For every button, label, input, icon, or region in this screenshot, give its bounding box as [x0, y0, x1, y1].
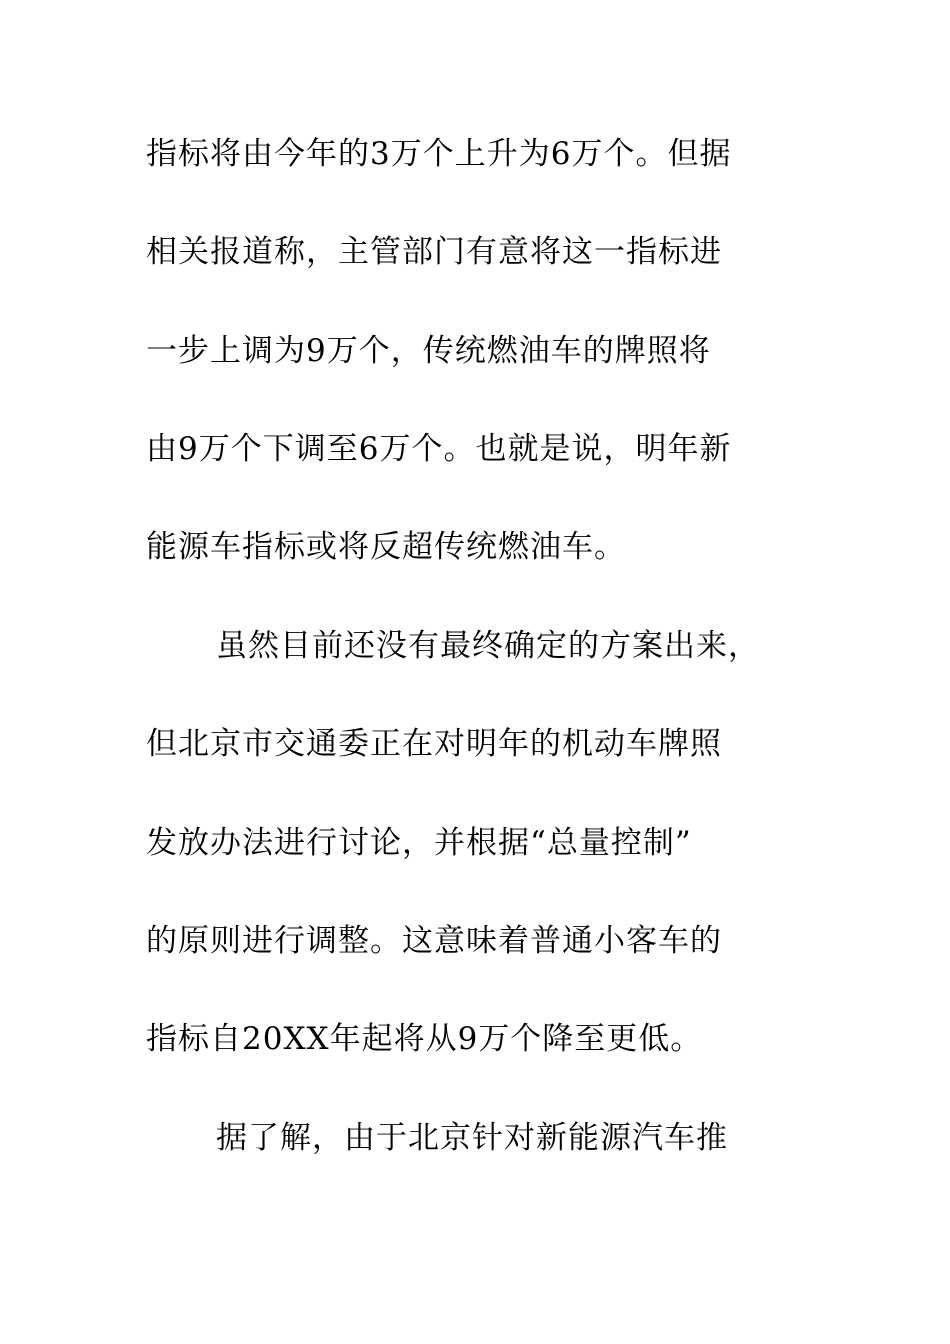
text-line-4: 由9万个下调至6万个。也就是说，明年新 — [146, 431, 732, 467]
text-line-3: 一步上调为9万个，传统燃油车的牌照将 — [146, 333, 711, 369]
text-line-10: 指标自20XX年起将从9万个降至更低。 — [146, 1021, 703, 1057]
text-line-5: 能源车指标或将反超传统燃油车。 — [146, 529, 626, 565]
text-line-8: 发放办法进行讨论，并根据“总量控制” — [146, 825, 692, 861]
text-line-2: 相关报道称，主管部门有意将这一指标进 — [146, 234, 722, 270]
text-line-11: 据了解，由于北京针对新能源汽车推 — [216, 1120, 728, 1156]
text-line-1: 指标将由今年的3万个上升为6万个。但据 — [146, 136, 732, 172]
text-line-6: 虽然目前还没有最终确定的方案出来， — [216, 628, 760, 664]
text-line-7: 但北京市交通委正在对明年的机动车牌照 — [146, 726, 722, 762]
text-line-9: 的原则进行调整。这意味着普通小客车的 — [146, 923, 722, 959]
